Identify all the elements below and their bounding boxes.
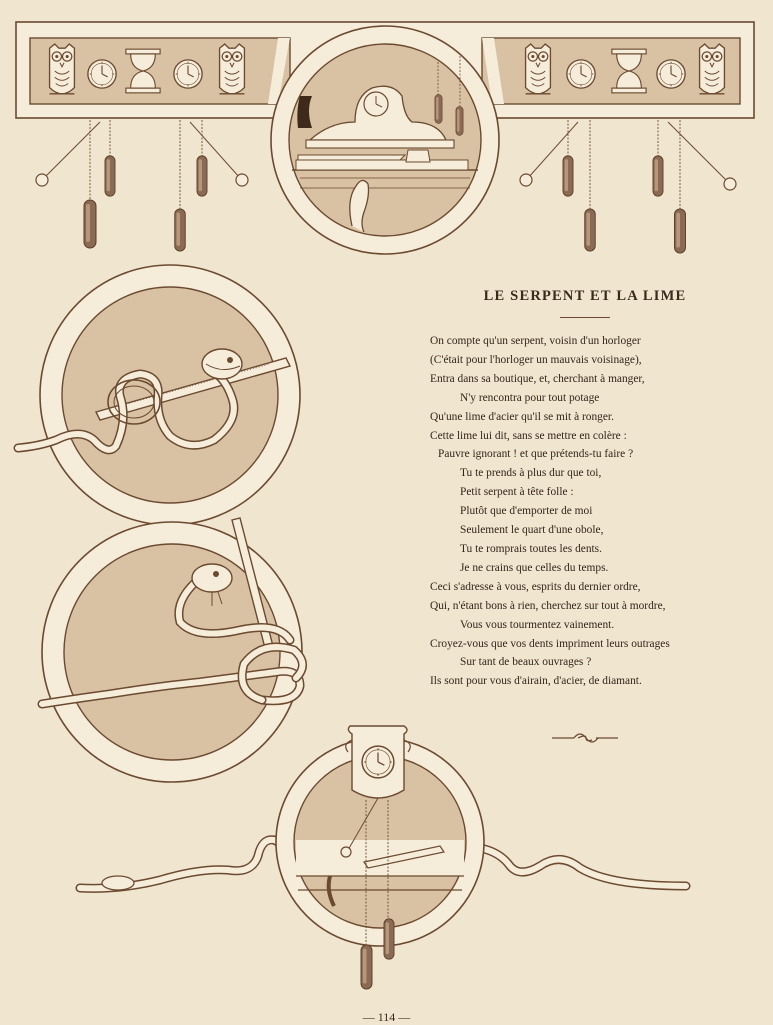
- verse-line: Plutôt que d'emporter de moi: [460, 505, 593, 518]
- verse-line: Croyez-vous que vos dents impriment leurs outrages: [430, 637, 670, 650]
- top-frieze: [16, 22, 754, 254]
- end-ornament: [552, 734, 618, 742]
- verse-line: Je ne crains que celles du temps.: [460, 561, 609, 574]
- verse-line: Tu te prends à plus dur que toi,: [460, 467, 602, 480]
- verse-line: Ils sont pour vous d'airain, d'acier, de diamant.: [430, 675, 642, 688]
- page-number: — 114 —: [362, 1010, 411, 1024]
- fable-text: [420, 288, 750, 691]
- verse-line: Qui, n'étant bons à rien, cherchez sur tout à mordre,: [430, 599, 666, 612]
- medallion-snake-biting-file: [18, 265, 300, 525]
- title-rule: [560, 317, 610, 318]
- verse-line: Qu'une lime d'acier qu'il se mit à ronger.: [430, 410, 614, 423]
- verse-line: Seulement le quart d'une obole,: [460, 524, 604, 537]
- fable-title: LE SERPENT ET LA LIME: [483, 288, 687, 304]
- verse-line: Entra dans sa boutique, et, cherchant à manger,: [430, 372, 645, 385]
- verse-line: Vous vous tourmentez vainement.: [460, 618, 615, 631]
- fable-verses: [420, 332, 750, 691]
- verse-line: On compte qu'un serpent, voisin d'un horloger: [430, 335, 641, 347]
- verse-line: N'y rencontra pour tout potage: [460, 391, 600, 404]
- verse-line: Ceci s'adresse à vous, esprits du dernier ordre,: [430, 580, 641, 593]
- verse-line: Tu te romprais toutes les dents.: [460, 542, 602, 555]
- medallion-snake-on-upright-file: [42, 518, 303, 782]
- verse-line: Cette lime lui dit, sans se mettre en colère :: [430, 429, 627, 442]
- verse-line: Petit serpent à tête folle :: [460, 486, 574, 499]
- verse-line: Pauvre ignorant ! et que prétends-tu faire ?: [438, 448, 634, 461]
- verse-line: (C'était pour l'horloger un mauvais voisinage),: [430, 353, 642, 366]
- verse-line: Sur tant de beaux ouvrages ?: [460, 656, 592, 669]
